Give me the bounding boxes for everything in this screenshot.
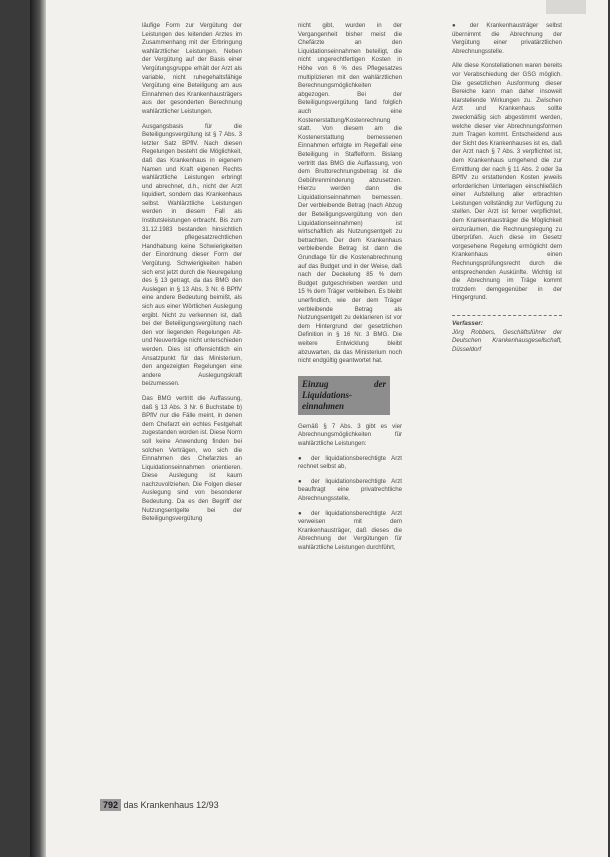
bullet-icon: ● <box>298 454 306 462</box>
column-1 <box>142 22 242 530</box>
bullet-icon: ● <box>298 477 306 485</box>
paragraph: Ausgangsbasis für die Beteiligungsvergütung ist § 7 Abs. 3 letzter Satz BPflV. Nach diesen Regelungen besteht die Möglichkeit, daß das Krankenhaus in eigenem Namen und Kraft eigenen Rechts wahlärztliche Leistungen erbringt und abrechnet, d.h., nicht der Arzt liquidiert, sondern das Krankenhaus selbst. Wahlärztliche Leistungen werden in diesem Fall als Institutsleistungen erbracht. Bis zum 31.12.1983 bestanden hinsichtlich der pflegesatzrechtlichen Handhabung keine Schwierigkeiten der Einordnung dieser Form der Vergütung. Schwierigkeiten haben sich erst jetzt durch die Neuregelung des § 13 getragt, da das BMG den Auslegen in § 13 Abs. 3 Nr. 6 BPflV eine andere Bedeutung beimißt, als sich aus einer Wörtlichen Auslegung ergibt. Nicht zu verkennen ist, daß bei der Beteiligungsvergütung nach den vor liegenden Regelungen Alt- und Neuverträge nicht unterschieden werden. Dies ist offensichtlich ein Ansatzpunkt für das Ministerium, den angezeigten Regelungen eine andere Auslegungskraft beizumessen. <box>142 122 242 388</box>
bullet-text: der liquidationsberechtigte Arzt rechnet selbst ab, <box>298 454 402 471</box>
bullet-item <box>298 510 402 553</box>
section-heading-box: Einzug der Liquidations-einnahmen <box>298 376 390 415</box>
bullet-text: der liquidationsberechtigte Arzt beauftragt eine privatrechtliche Abrechnungsstelle, <box>298 477 402 502</box>
paragraph: Alle diese Konstellationen waren bereits vor Verabschiedung der GSG möglich. Die gesetzlichen Ausformung dieser Bereiche kann man daher insoweit klarstellende Wirkungen zu. Zwischen Arzt und Krankenhaus sollte zweckmäßig sich abgestimmt werden, welche dieser vier Abrechnungsformen zum Tragen kommt. Entscheidend aus der Sicht des Krankenhauses ist es, daß der Arzt nach § 7 Abs. 3 verpflichtet ist, dem Krankenhaus umgehend die zur Ermittlung der nach § 11 Abs. 2 oder 3a BPflV zu erstattenden Kosten jeweils erforderlichen Unterlagen einschließlich einer Aufstellung aller erbrachten Leistungen vollständig zur Verfügung zu stellen. Der Arzt ist ferner verpflichtet, dem Krankenhausträger die Möglichkeit einzuräumen, die Rechnungslegung zu überprüfen. Auch diese im Gesetz vorgesehene Regelung ermöglicht dem Krankenhaus einen Rechnungsprüfungsrecht durch die entsprechenden Auskünfte. Wichtig ist die Abrechnung im Träge kommt trotzdem demgegenüber in der Hingergrund. <box>452 62 562 302</box>
author-heading: Verfasser: <box>452 320 484 327</box>
bullet-text: der Krankenhausträger selbst übernimmt die Abrechnung der Vergütung einer privatärztlichen Abrechnungsstelle. <box>452 22 562 55</box>
author-text: Jörg Robbers, Geschäftsführer der Deutschen Krankenhausgesellschaft, Düsseldorf <box>452 328 562 353</box>
document-page <box>30 0 608 857</box>
bullet-icon: ● <box>298 509 306 517</box>
bullet-item <box>298 478 402 504</box>
author-divider <box>452 315 562 316</box>
bullet-icon: ● <box>452 22 462 29</box>
page-number: 792 <box>100 799 121 811</box>
page-footer <box>100 800 219 810</box>
journal-name: das Krankenhaus 12/93 <box>123 800 219 810</box>
page-corner-smudge <box>546 0 586 14</box>
column-2 <box>298 22 402 558</box>
book-binding-shadow <box>30 0 46 857</box>
paragraph: Das BMG vertritt die Auffassung, daß § 13 Abs. 3 Nr. 6 Buchstabe b) BPflV nur die Fälle meint, in denen dem Chefarzt ein echtes Festgehalt zugestanden worden ist. Diese Norm soll keine Anwendung finden bei solchen Verträgen, wo sich die Einnahmen des Chefarztes an Liquidationseinnahmen orientieren. Diese Auslegung ist kaum nachzuvollziehen. Die Folgen dieser Auslegung sind von besonderer Bedeutung. Da es den Begriff der Nutzungsentgelte bei der Beteiligungsvergütung <box>142 394 242 523</box>
bullet-item <box>452 22 562 56</box>
bullet-item <box>298 455 402 472</box>
bullet-text: der liquidationsberechtigte Arzt verweisen mit dem Krankenhausträger, daß dieses die Abrechnung der Vergütungen für wahlärztliche Leistungen durchführt, <box>298 509 402 551</box>
column-3 <box>452 22 562 354</box>
paragraph: Gemäß § 7 Abs. 3 gibt es vier Abrechnungsmöglichkeiten für wahlärztliche Leistungen: <box>298 422 402 447</box>
paragraph: nicht gibt, wurden in der Vergangenheit bisher meist die Chefärzte an den Liquidationseinnahmen beteiligt, die nicht ungerechtfertigen Kosten in Höhe von 6 % des Pflegesatzes multiplizieren mit den wahlärztlichen Berechnungsmöglichkeiten abgezogen. Bei der Beteiligungsvergütung fand folglich auch eine Kostenerstattung/Kostenrechnung statt. Von diesem am die Kostenerstattung bemessenen Einnahmen erfolgte im Regelfall eine Beteiligung in Staffelform. Bislang vertritt das BMG die Auffassung, von dem Bruttorechnungsbetrag ist die Gebührenminderung abzusetzen. Hierzu werden dann die Liquidationseinnahmen bemessen. Der verbleibende Betrag (nach Abzug der Beteiligungsvergütung von den Liquidationseinnahmen) ist wirtschaftlich als Nutzungsentgelt zu betrachten. Der dem Krankenhaus verbleibende Betrag ist dann die Grundlage für die Kostenabrechnung auf das Budget und in der Weise, daß nach der Deckelung 85 % dem Budget gutgeschrieben werden und 15 % dem Träger verbleiben. Es bleibt unerfindlich, wie der dem Träger verbleibende Betrag als Nutzungsentgelt zu deklarieren ist vor dem Hintergrund der gesetzlichen Definition in § 16 Nr. 3 BMG. Die weitere Entwicklung bleibt abzuwarten, da das Ministerium noch nicht endgültig geantwortet hat. <box>298 22 402 365</box>
paragraph: läufige Form zur Vergütung der Leistungen des leitenden Arztes im Zusammenhang mit der Erbringung wahlärztlicher Leistungen. Neben der Vergütung auf der Basis einer Vergütungsgruppe erhält der Arzt als variable, nicht ruhegehaltsfähige Vergütung eine Beteiligung am aus Einnahmen des Krankenhausträgers aus der gesonderten Berechnung wahlärztlicher Leistungen. <box>142 22 242 115</box>
